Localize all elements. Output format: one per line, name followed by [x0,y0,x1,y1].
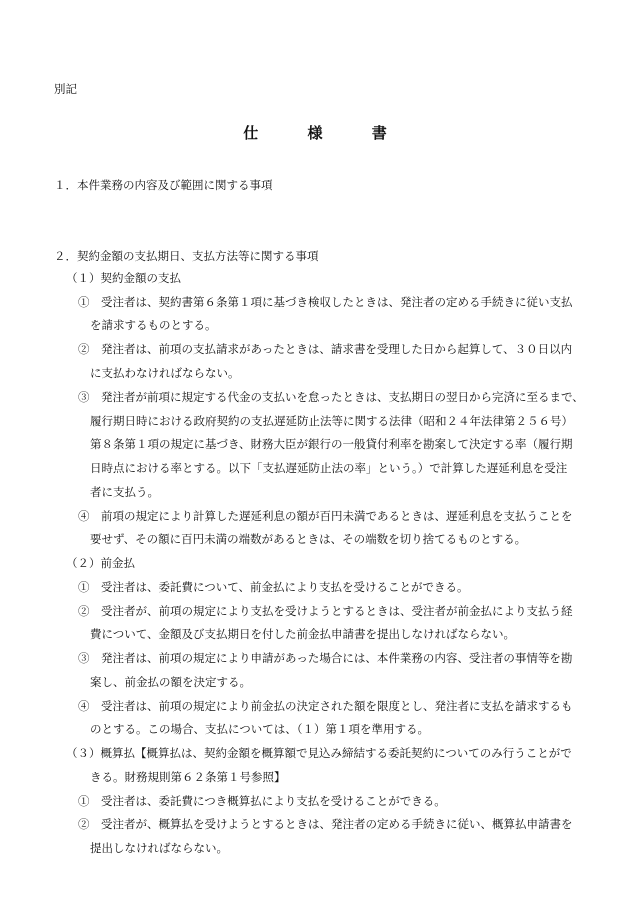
paragraph-line: ① 受注者は、契約書第６条第１項に基づき検収したときは、発注者の定める手続きに従い支払 [78,295,573,309]
paragraph-line: 費について、金額及び支払期日を付した前金払申請書を提出しなければならない。 [90,627,516,641]
paragraph-line: 履行期日時における政府契約の支払遅延防止法等に関する法律（昭和２４年法律第２５６号） [90,414,573,428]
paragraph-line: を請求するものとする。 [90,318,217,332]
paragraph-line: のとする。この場合、支払については、（１）第１項を準用する。 [90,722,430,736]
title-char: 仕 [243,124,259,142]
paragraph-line: に支払わなければならない。 [90,366,240,380]
appendix-label: 別記 [54,82,77,96]
paragraph-line: 者に支払う。 [90,485,159,499]
title-char: 様 [307,124,323,142]
subsection-3-heading: （３）概算払【概算払は、契約金額を概算額で見込み締結する委託契約についてのみ行うことがで [66,746,572,760]
section-1-heading: １．本件業務の内容及び範囲に関する事項 [54,178,273,192]
paragraph-line: ③ 発注者は、前項の規定により申請があった場合には、本件業務の内容、受注者の事情等を勘 [78,651,573,665]
paragraph-line: 要せず、その額に百円未満の端数があるときは、その端数を切り捨てるものとする。 [90,532,527,546]
title-char: 書 [371,124,387,142]
paragraph-line: ② 発注者は、前項の支払請求があったときは、請求書を受理した日から起算して、３０日以内 [78,342,573,356]
paragraph-line: ④ 前項の規定により計算した遅延利息の額が百円未満であるときは、遅延利息を支払うことを [78,509,573,523]
paragraph-line: ③ 発注者が前項に規定する代金の支払いを怠ったときは、支払期日の翌日から完済に至るまで、 [78,390,584,404]
document-title [0,124,630,142]
paragraph-line: 提出しなければならない。 [90,841,228,855]
subsection-2-heading: （２）前金払 [66,556,135,570]
subsection-1-heading: （１）契約金額の支払 [66,271,181,285]
paragraph-line: 第８条第１項の規定に基づき、財務大臣が銀行の一般貸付利率を勘案して決定する率（履行期 [90,437,573,451]
paragraph-line: ② 受注者が、概算払を受けようとするときは、発注者の定める手続きに従い、概算払申請書を [78,817,573,831]
paragraph-line: 案し、前金払の額を決定する。 [90,675,251,689]
subsection-3-heading-cont: きる。財務規則第６２条第１号参照】 [90,770,286,784]
paragraph-line: ② 受注者が、前項の規定により支払を受けようとするときは、受注者が前金払により支払う経 [78,604,573,618]
paragraph-line: ① 受注者は、委託費につき概算払により支払を受けることができる。 [78,794,446,808]
paragraph-line: ④ 受注者は、前項の規定により前金払の決定された額を限度とし、発注者に支払を請求するも [78,699,573,713]
paragraph-line: ① 受注者は、委託費について、前金払により支払を受けることができる。 [78,580,469,594]
section-2-heading: ２．契約金額の支払期日、支払方法等に関する事項 [54,249,319,263]
paragraph-line: 日時点における率とする。以下「支払遅延防止法の率」という。）で計算した遅延利息を受注 [90,461,568,475]
